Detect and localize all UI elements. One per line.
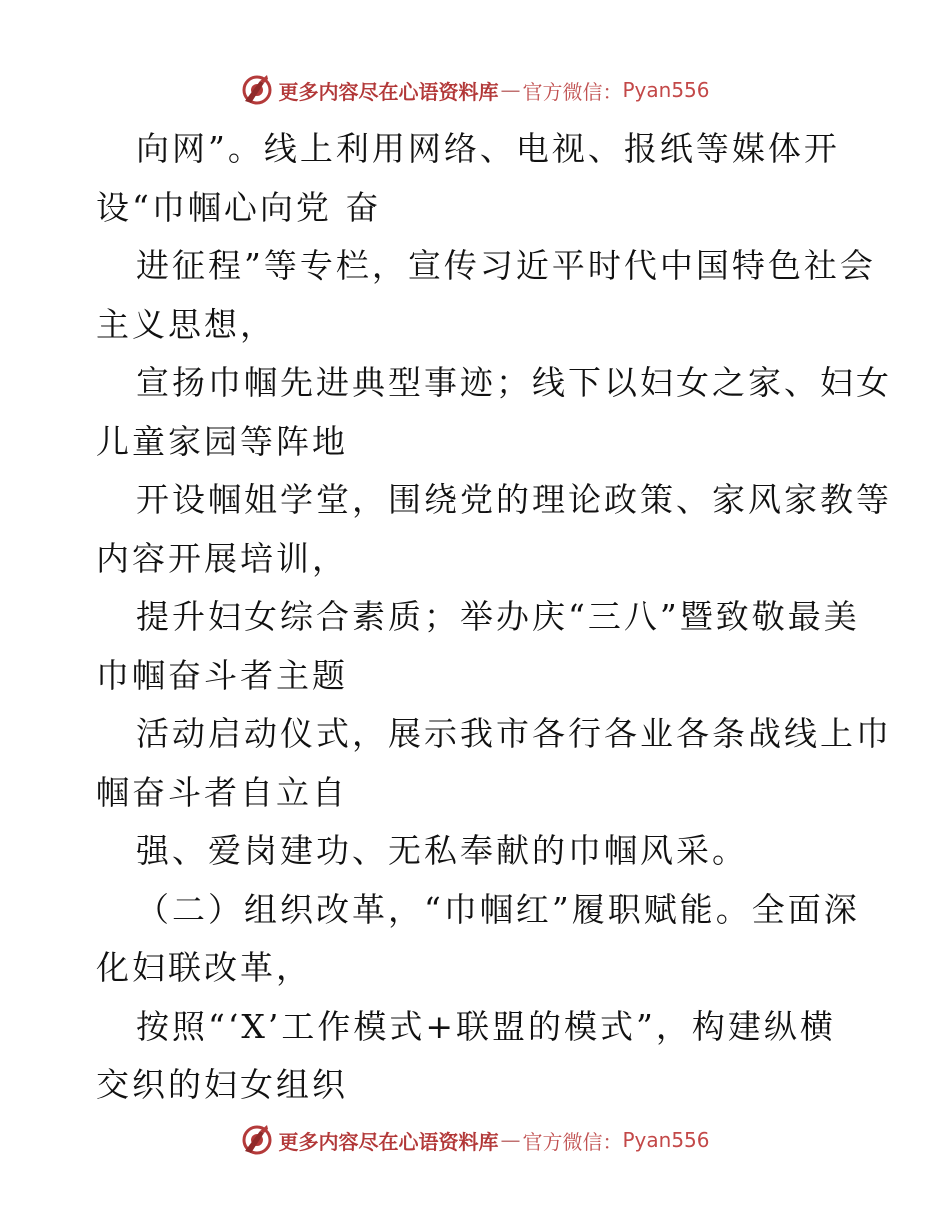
text-line: 设“巾帼心向党 奋: [96, 187, 382, 227]
header-watermark: [0, 70, 950, 110]
text-line: 化妇联改革，: [96, 948, 312, 987]
text-line: 交织的妇女组织: [96, 1065, 348, 1104]
watermark-dash: —: [500, 1128, 521, 1152]
text-line: 按照“‘X’工作模式+联盟的模式”，构建纵横: [136, 1006, 836, 1046]
pen-logo-icon: [240, 73, 274, 107]
watermark-brand: 更多内容尽在心语资料库: [278, 79, 499, 104]
text-line: 主义思想，: [96, 304, 276, 344]
watermark-wechat-id: Pyan556: [622, 1128, 710, 1152]
text-line: 内容开展培训，: [96, 538, 348, 578]
text-line: 开设帼姐学堂，围绕党的理论政策、家风家教等: [136, 480, 892, 519]
text-line: 活动启动仪式，展示我市各行各业各条战线上巾: [136, 714, 892, 753]
text-line: 儿童家园等阵地: [96, 421, 348, 461]
watermark-wechat-label: 官方微信：: [522, 1129, 623, 1154]
text-line: 提升妇女综合素质；举办庆“三八”暨致敬最美: [136, 597, 860, 636]
text-line: 向网”。线上利用网络、电视、报纸等媒体开: [136, 129, 840, 168]
document-body: [96, 120, 892, 1115]
watermark-brand: 更多内容尽在心语资料库: [278, 1129, 499, 1154]
text-line: 宣扬巾帼先进典型事迹；线下以妇女之家、妇女: [136, 363, 892, 402]
watermark-wechat-label: 官方微信：: [522, 79, 623, 104]
footer-watermark: [0, 1120, 950, 1160]
text-line: 进征程”等专栏，宣传习近平时代中国特色社会: [136, 246, 876, 285]
text-line: 巾帼奋斗者主题: [96, 655, 348, 695]
text-line: 帼奋斗者自立自: [96, 772, 348, 812]
text-line: （二）组织改革，“巾帼红”履职赋能。全面深: [136, 889, 860, 929]
text-line: 强、爱岗建功、无私奉献的巾帼风采。: [136, 831, 748, 870]
watermark-wechat-id: Pyan556: [622, 78, 710, 102]
watermark-dash: —: [500, 78, 521, 102]
pen-logo-icon: [240, 1123, 274, 1157]
